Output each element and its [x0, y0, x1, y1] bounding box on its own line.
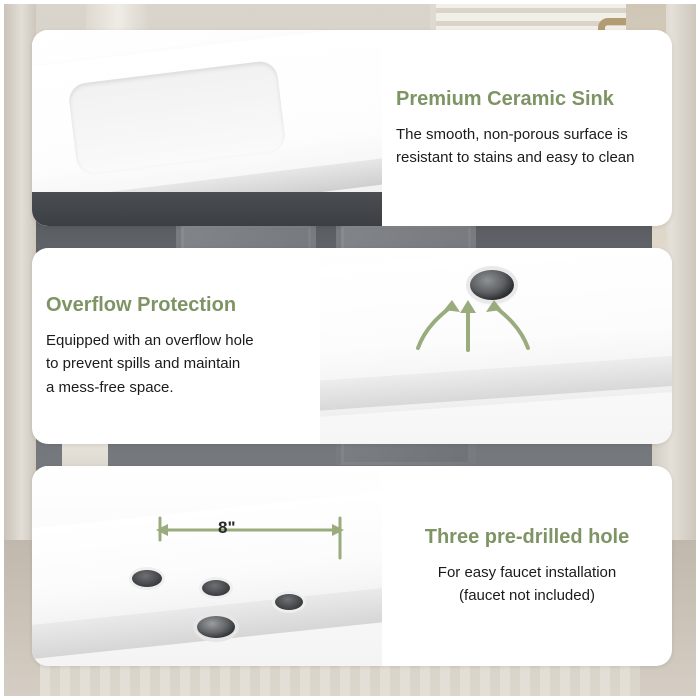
card-body-line-2: resistant to stains and easy to clean: [396, 149, 635, 166]
card-body-line-2: to prevent spills and maintain: [46, 355, 241, 373]
card-body-line-1: Equipped with an overflow hole: [46, 332, 254, 350]
sink-closeup-photo: [32, 30, 382, 226]
card-title: Overflow Protection: [46, 294, 237, 317]
overflow-hole-photo: [320, 248, 672, 444]
dimension-label: 8": [218, 518, 236, 537]
flow-arrows-icon: [408, 296, 538, 356]
card-body-line-2: (faucet not included): [459, 587, 595, 604]
feature-card-premium-ceramic-sink: [32, 30, 672, 226]
card-body-line-1: The smooth, non-porous surface is: [396, 125, 628, 143]
pre-drilled-holes-photo: [32, 466, 382, 666]
faucet-hole-center: [202, 580, 230, 596]
drain-hole: [197, 616, 235, 638]
feature-card-text: [382, 30, 672, 226]
card-body-line-3: a mess-free space.: [46, 378, 174, 396]
faucet-hole-right: [275, 594, 303, 610]
dimension-arrow-icon: [150, 514, 350, 574]
feature-card-overflow-protection: [32, 248, 672, 444]
card-body-line-1: For easy faucet installation: [437, 563, 617, 581]
feature-card-text: [382, 466, 672, 666]
feature-card-three-pre-drilled-hole: [32, 466, 672, 666]
card-title: Premium Ceramic Sink: [396, 87, 614, 110]
feature-card-text: [32, 248, 320, 444]
card-title: Three pre-drilled hole: [424, 525, 630, 548]
